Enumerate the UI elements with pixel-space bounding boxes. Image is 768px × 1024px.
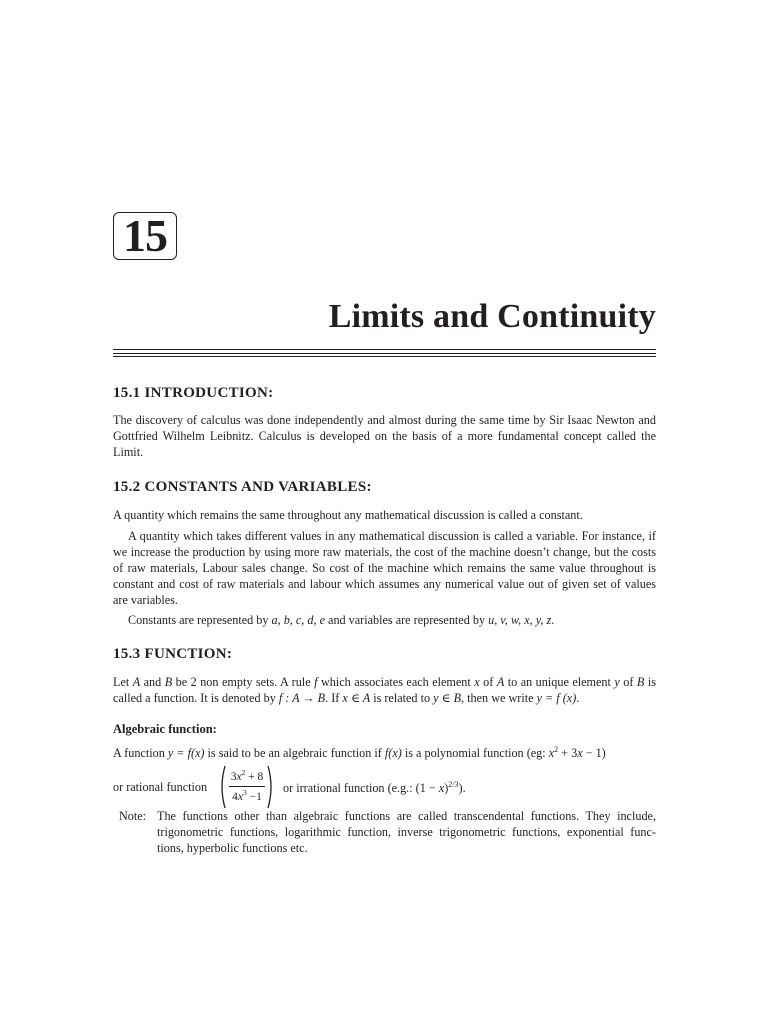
section-heading-function: 15.3 FUNCTION: <box>113 646 233 662</box>
introduction-paragraph: The discovery of calculus was done independently and almost during the same time by Sir Isaac Newton and Gottfried Wilhelm Leibnitz. Calculus is developed on the basis of a more fundamental concept called the Limit. <box>113 413 656 459</box>
title-rule <box>113 353 656 354</box>
text-run: B <box>164 675 173 689</box>
text-run: . If <box>325 691 343 705</box>
text-run: a, b, c, d, e <box>271 613 325 627</box>
function-definition <box>113 674 656 706</box>
text-run: f <box>314 675 318 689</box>
text-run: to an unique element <box>504 675 615 689</box>
text-run: and <box>140 675 165 689</box>
text-run: + 3 <box>558 746 578 761</box>
text-run: or rational function <box>113 780 208 794</box>
title-rule <box>113 356 656 357</box>
fraction-numerator <box>227 768 267 783</box>
section-heading-constants: 15.2 CONSTANTS AND VARIABLES: <box>113 479 372 495</box>
text-run: −1 <box>246 790 262 803</box>
text-run: f : A → B <box>278 691 326 705</box>
constant-definition: A quantity which remains the same throughout any mathematical discussion is called a constant. <box>113 508 583 522</box>
text-run: A <box>496 675 505 689</box>
text-run: . <box>551 613 555 627</box>
rational-irrational-line <box>113 765 656 809</box>
text-run: 3 <box>242 788 247 797</box>
text-run: x <box>474 675 480 689</box>
text-run: is a polynomial function (eg: <box>401 746 549 761</box>
text-run: x <box>236 770 242 783</box>
text-run: A function <box>113 746 168 761</box>
text-run: A <box>132 675 141 689</box>
text-run: 4 <box>232 790 238 803</box>
chapter-title: Limits and Continuity <box>328 298 656 335</box>
text-run: is related to <box>370 691 434 705</box>
algebraic-definition <box>113 745 656 761</box>
text-run: x <box>438 781 445 796</box>
text-run: − 1) <box>582 746 606 761</box>
text-run: of <box>479 675 497 689</box>
text-run: is said to be an algebraic function if <box>204 746 385 761</box>
text-run: y = f (x) <box>536 691 577 705</box>
text-run: and variables are represented by <box>324 613 489 627</box>
fraction-denominator <box>227 788 267 803</box>
text-run: x <box>548 746 555 761</box>
note-text: The functions other than algebraic functions are called transcendental functions. They include, trigonometric functions, logarithmic function, inverse trigonometric functions, exponential func- tions, hyperbolic functions etc. <box>157 809 656 855</box>
note-block <box>119 808 656 856</box>
text-run: which associates each element <box>317 675 475 689</box>
subheading-algebraic-function: Algebraic function: <box>113 722 217 736</box>
text-run: , then we write <box>461 691 537 705</box>
text-run: is called a function. It is denoted by <box>113 675 656 705</box>
text-run: x <box>237 790 243 803</box>
text-run: ). <box>458 781 466 796</box>
text-run: x <box>577 746 583 761</box>
text-run: 3 <box>230 770 237 783</box>
text-run: B <box>636 675 645 689</box>
text-run: u, v, w, x, y, z <box>488 613 552 627</box>
text-run <box>283 780 466 796</box>
chapter-number-box <box>113 212 177 260</box>
text-run: y ∈ B <box>433 691 462 705</box>
text-run: be 2 non empty sets. A rule <box>172 675 315 689</box>
note-label: Note: <box>119 809 147 823</box>
text-run: 2/3 <box>448 780 459 789</box>
text-run: of <box>619 675 637 689</box>
text-run: y = f(x) <box>167 746 205 761</box>
title-rule <box>113 349 656 350</box>
text-run: f(x) <box>384 746 402 761</box>
text-run: . <box>576 691 580 705</box>
rational-function-fraction <box>217 765 275 809</box>
section-heading-introduction: 15.1 INTRODUCTION: <box>113 385 274 401</box>
variable-definition: A quantity which takes different values in any mathematical discussion is called a variable. For instance, if we increase the production by using more raw materials, the cost of the machine doesn’t change, but the costs of raw materials, Labour sales change. So cost of the machine which remains the same value throughout is constant and cost of raw materials and labour which assumes any numerical value out of given set of values are variables. <box>113 529 656 607</box>
text-run: x ∈ A <box>342 691 371 705</box>
fraction-bar <box>229 786 265 787</box>
chapter-number: 15 <box>123 210 167 261</box>
text-run: y <box>614 675 620 689</box>
text-run: 2 <box>241 768 246 777</box>
text-run: Let <box>113 675 133 689</box>
constants-variables-notation <box>113 612 656 628</box>
text-run: ) <box>444 781 449 796</box>
text-run: Constants are represented by <box>128 613 272 627</box>
text-run: or irrational function (e.g.: (1 − <box>283 781 439 796</box>
text-run: + 8 <box>245 770 264 783</box>
text-run: 2 <box>554 745 559 754</box>
